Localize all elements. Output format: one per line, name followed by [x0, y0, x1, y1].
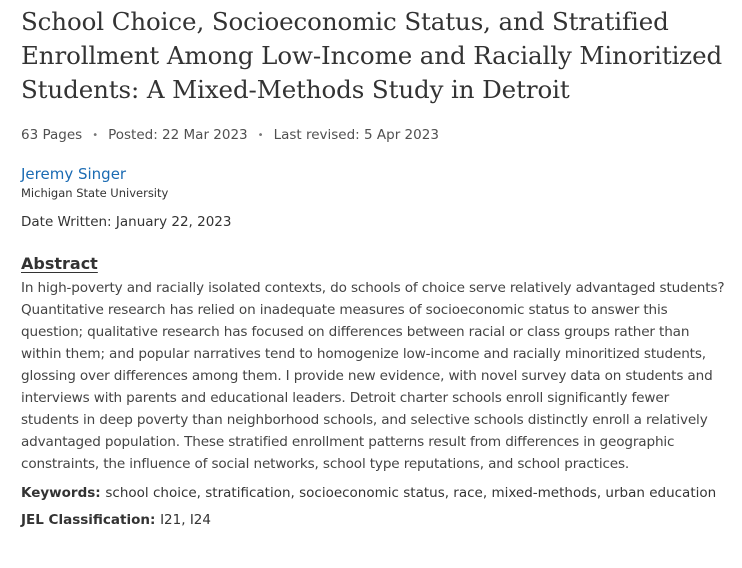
jel-value: I21, I24	[160, 512, 211, 528]
paper-page	[21, 0, 726, 528]
jel-label: JEL Classification:	[21, 512, 161, 528]
paper-meta	[21, 127, 726, 143]
keywords-value: school choice, stratification, socioeconomic status, race, mixed-methods, urban education	[105, 485, 717, 501]
keywords-label: Keywords:	[21, 485, 106, 501]
jel-row	[21, 512, 726, 528]
abstract-heading: Abstract	[21, 254, 98, 273]
revised-date: Last revised: 5 Apr 2023	[273, 127, 439, 143]
posted-date: Posted: 22 Mar 2023	[108, 127, 248, 143]
page-count: 63 Pages	[21, 127, 83, 143]
keywords-row	[21, 485, 726, 501]
date-written: Date Written: January 22, 2023	[21, 214, 232, 230]
paper-title: School Choice, Socioeconomic Status, and Stratified Enrollment Among Low-Income and Racially Minoritized Students: A Mixed-Methods Study in Detroit	[21, 7, 723, 104]
meta-separator: •	[257, 129, 264, 141]
meta-separator: •	[92, 129, 99, 141]
author-affiliation: Michigan State University	[21, 186, 169, 200]
author-link[interactable]: Jeremy Singer	[21, 165, 127, 183]
abstract-text: In high-poverty and racially isolated contexts, do schools of choice serve relatively advantaged students? Quantitative research has relied on inadequate measures of socioeconomic status to answer this question; qualitative research has focused on differences between racial or class groups rather than within them; and popular narratives tend to homogenize low-income and racially minoritized students, glossing over differences among them. I provide new evidence, with novel survey data on students and interviews with parents and educational leaders. Detroit charter schools enroll significantly fewer students in deep poverty than neighborhood schools, and selective schools distinctly enroll a relatively advantaged population. These stratified enrollment patterns result from differences in geographic constraints, the influence of social networks, school type reputations, and school practices.	[21, 280, 725, 472]
